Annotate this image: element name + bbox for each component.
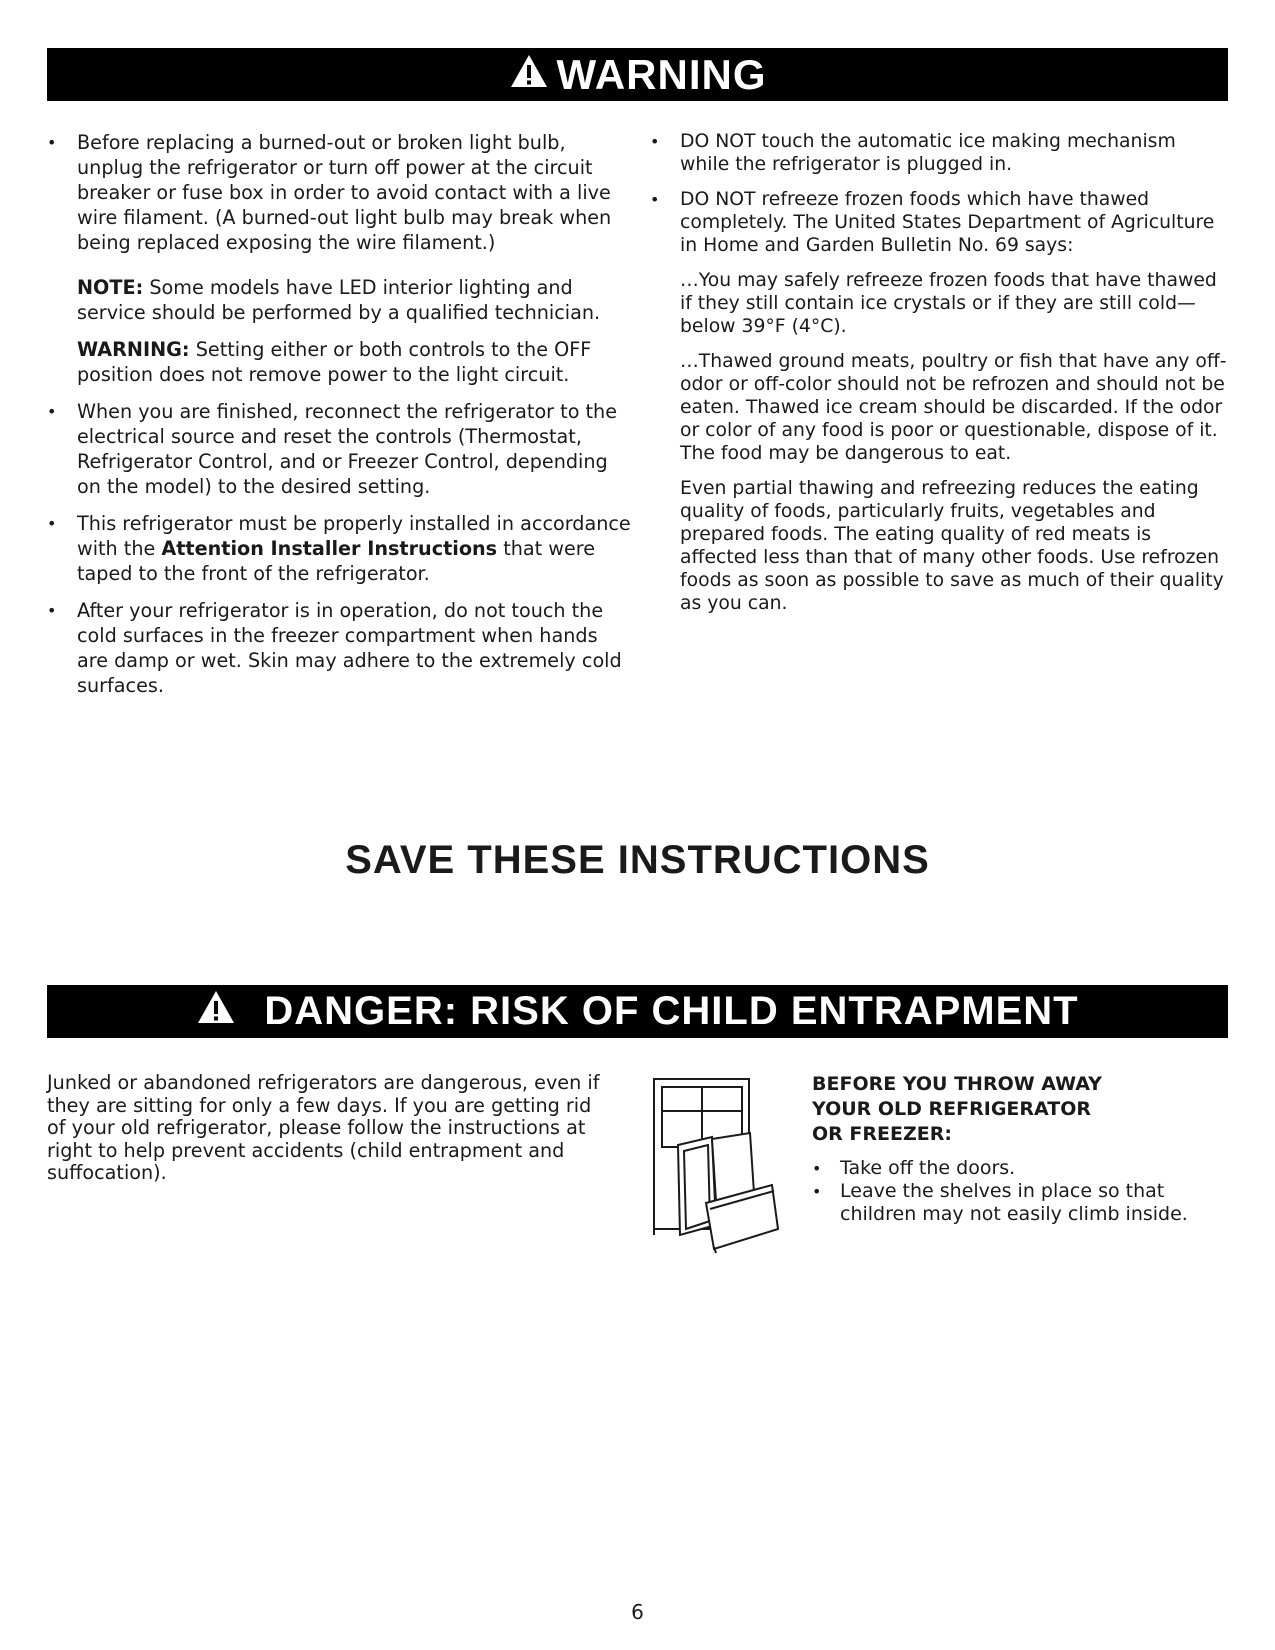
throw-away-list: [812, 1157, 1232, 1226]
usda-quote-2: …Thawed ground meats, poultry or fish that have any off-odor or off-color should not be refrozen and should not be eaten. Thawed ice cream should be discarded. If the odor or color of any food is poor or questionable, dispose of it. The food may be dangerous to eat.: [680, 351, 1227, 464]
warning-right-column: [650, 130, 1230, 627]
warning-banner: [47, 48, 1228, 101]
warning-text: Setting either or both controls to the OFF position does not remove power to the light circuit.: [77, 338, 592, 386]
usda-quote-3: Even partial thawing and refreezing reduces the eating quality of foods, particularly fruits, vegetables and prepared foods. The eating quality of red meats is affected less than that of many other foods. Use refrozen foods as soon as possible to save as much of their quality as you can.: [680, 478, 1224, 614]
warning-label: WARNING:: [77, 338, 190, 361]
note-paragraph: [47, 275, 632, 325]
throw-away-instructions: [812, 1072, 1232, 1226]
list-item: • Leave the shelves in place so that children may not easily climb inside.: [812, 1180, 1232, 1226]
warning-bullet-ice-maker: • DO NOT touch the automatic ice making mechanism while the refrigerator is plugged in.: [650, 130, 1230, 176]
warning-bullet-bulb: • Before replacing a burned-out or broken light bulb, unplug the refrigerator or turn off power at the circuit breaker or fuse box in order to avoid contact with a live wire filament. (A burned-out light bulb may break when being replaced exposing the wire filament.): [47, 130, 632, 255]
installer-instructions-ref: Attention Installer Instructions: [161, 537, 498, 560]
warning-bullet-refreeze: • DO NOT refreeze frozen foods which have thawed completely. The United States Department of Agriculture in Home and Garden Bulletin No. 69 says:: [650, 188, 1230, 257]
note-text: Some models have LED interior lighting and service should be performed by a qualified technician.: [77, 276, 601, 324]
refrigerator-doors-removed-illustration: [650, 1075, 800, 1255]
warning-bullet-cold-surfaces: • After your refrigerator is in operation, do not touch the cold surfaces in the freezer compartment when hands are damp or wet. Skin may adhere to the extremely cold surfaces.: [47, 598, 632, 698]
list-item: • Take off the doors.: [812, 1157, 1232, 1180]
danger-banner: [47, 985, 1228, 1038]
warning-paragraph: [47, 337, 632, 387]
page-number: 6: [631, 1600, 644, 1624]
danger-triangle-icon: [196, 989, 236, 1035]
throw-away-title-line-1: BEFORE YOU THROW AWAY: [812, 1073, 1102, 1095]
save-instructions-heading: SAVE THESE INSTRUCTIONS: [345, 838, 930, 882]
danger-intro: Junked or abandoned refrigerators are dangerous, even if they are sitting for only a few days. If you are getting rid of your old refrigerator, please follow the instructions at right to help prevent accidents (child entrapment and suffocation).: [47, 1071, 600, 1184]
warning-left-column: [47, 130, 632, 710]
throw-away-title-line-2: YOUR OLD REFRIGERATOR: [812, 1098, 1092, 1120]
throw-away-title: [812, 1072, 1232, 1147]
install-text-pre: This refrigerator must be properly installed in accordance with the: [77, 512, 631, 560]
install-text-post: that were taped to the front of the refrigerator.: [77, 537, 596, 585]
throw-away-title-line-3: OR FREEZER:: [812, 1123, 952, 1145]
danger-title: DANGER: RISK OF CHILD ENTRAPMENT: [264, 989, 1079, 1033]
usda-quote-1: …You may safely refreeze frozen foods that have thawed if they still contain ice crystals or if they are still cold—below 39°F (4°C).: [680, 270, 1217, 337]
warning-triangle-icon: [509, 51, 549, 99]
warning-bullet-install: [47, 511, 632, 586]
warning-title: WARNING: [556, 50, 767, 98]
note-label: NOTE:: [77, 276, 144, 299]
warning-bullet-reconnect: • When you are finished, reconnect the refrigerator to the electrical source and reset the controls (Thermostat, Refrigerator Control, and or Freezer Control, depending on the model) to the desired setting.: [47, 399, 632, 499]
